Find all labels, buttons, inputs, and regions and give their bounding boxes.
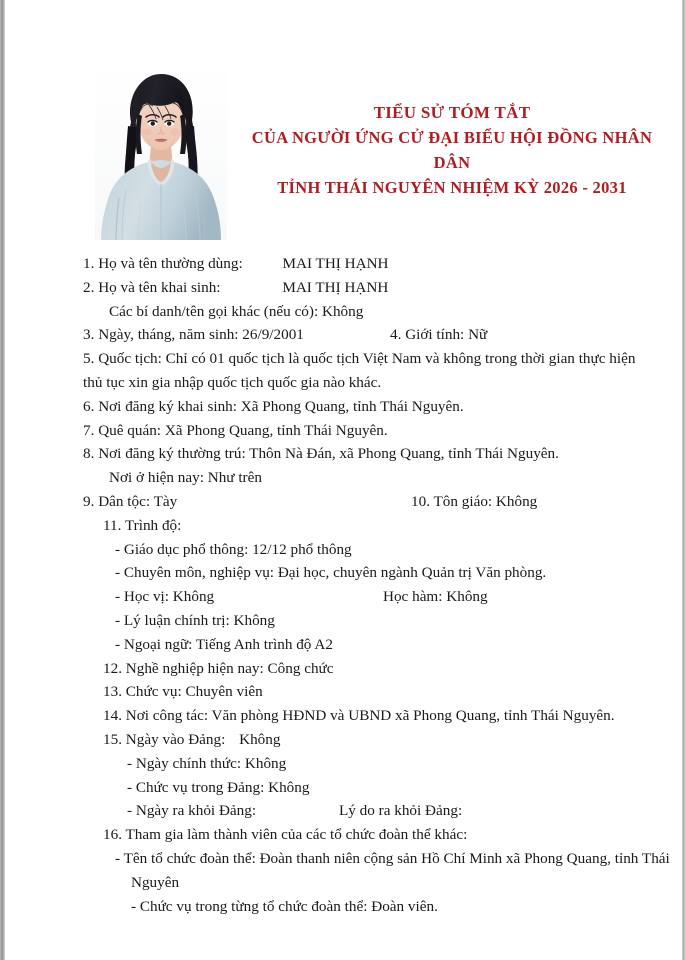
field-1-value: MAI THỊ HẠNH [282,255,389,272]
field-party-leave-date-and-reason [83,799,663,823]
field-birth-name [83,276,663,300]
field-ethnicity-and-religion [83,490,663,514]
field-2-label: 2. Họ và tên khai sinh: [83,278,221,296]
field-current-residence: Nơi ở hiện nay: Như trên [109,469,262,487]
field-party-leave-date: - Ngày ra khỏi Đảng: [127,802,257,820]
field-party-official-date: - Ngày chính thức: Không [127,754,287,772]
field-party-join-date [83,728,663,752]
document-sheet [5,0,682,960]
field-professional-qualification: - Chuyên môn, nghiệp vụ: Đại học, chuyên ngành Quản trị Văn phòng. [115,564,547,582]
field-15-value: Không [239,730,281,748]
field-party-position: - Chức vụ trong Đảng: Không [127,778,310,796]
field-full-name-used [83,252,663,276]
field-15-label: 15. Ngày vào Đảng: [103,730,226,748]
field-dob-and-gender [83,323,663,347]
candidate-portrait-photo [95,62,227,240]
field-position: 13. Chức vụ: Chuyên viên [103,683,263,701]
field-degree: - Học vị: Không [115,588,215,606]
field-birth-registration-place: 6. Nơi đăng ký khai sinh: Xã Phong Quang, tỉnh Thái Nguyên. [83,397,464,415]
field-academic-title: Học hàm: Không [383,588,488,606]
field-workplace: 14. Nơi công tác: Văn phòng HĐND và UBND xã Phong Quang, tỉnh Thái Nguyên. [103,707,615,725]
field-2-value: MAI THỊ HẠNH [282,278,389,296]
field-other-organizations-label: 16. Tham gia làm thành viên của các tổ chức đoàn thể khác: [103,826,468,844]
field-education-level-label: 11. Trình độ: [103,516,182,534]
document-title [237,100,667,200]
field-permanent-residence: 8. Nơi đăng ký thường trú: Thôn Nà Đán, xã Phong Quang, tỉnh Thái Nguyên. [83,445,559,463]
field-1-label: 1. Họ và tên thường dùng: [83,255,243,272]
field-party-leave-reason: Lý do ra khỏi Đảng: [339,802,463,820]
title-line-1: TIỂU SỬ TÓM TẮT [373,103,531,122]
field-organization-position: - Chức vụ trong từng tổ chức đoàn thể: Đoàn viên. [131,897,438,915]
field-hometown: 7. Quê quán: Xã Phong Quang, tỉnh Thái Nguyên. [83,421,388,439]
field-10-religion: 10. Tôn giáo: Không [411,492,538,510]
field-general-education: - Giáo dục phổ thông: 12/12 phổ thông [115,540,352,558]
field-organization-name: - Tên tổ chức đoàn thể: Đoàn thanh niên cộng sản Hồ Chí Minh xã Phong Quang, tỉnh Thái Nguyên [115,849,670,891]
field-alias: Các bí danh/tên gọi khác (nếu có): Không [109,302,364,320]
field-degree-and-academic-title [83,585,663,609]
field-foreign-language: - Ngoại ngữ: Tiếng Anh trình độ A2 [115,635,333,653]
form-body [83,252,670,918]
field-nationality: 5. Quốc tịch: Chỉ có 01 quốc tịch là quốc tịch Việt Nam và không trong thời gian thực hiện thủ tục xin gia nhập quốc tịch quốc gia nào khác. [83,350,636,391]
field-4-gender: 4. Giới tính: Nữ [390,326,488,344]
field-current-occupation: 12. Nghề nghiệp hiện nay: Công chức [103,659,334,677]
field-9-ethnicity: 9. Dân tộc: Tày [83,492,178,510]
field-3-dob: 3. Ngày, tháng, năm sinh: 26/9/2001 [83,326,304,344]
title-line-2: CỦA NGƯỜI ỨNG CỬ ĐẠI BIỂU HỘI ĐỒNG NHÂN DÂN [251,128,653,172]
field-political-theory: - Lý luận chính trị: Không [115,611,275,629]
title-line-3: TỈNH THÁI NGUYÊN NHIỆM KỲ 2026 - 2031 [277,178,627,197]
